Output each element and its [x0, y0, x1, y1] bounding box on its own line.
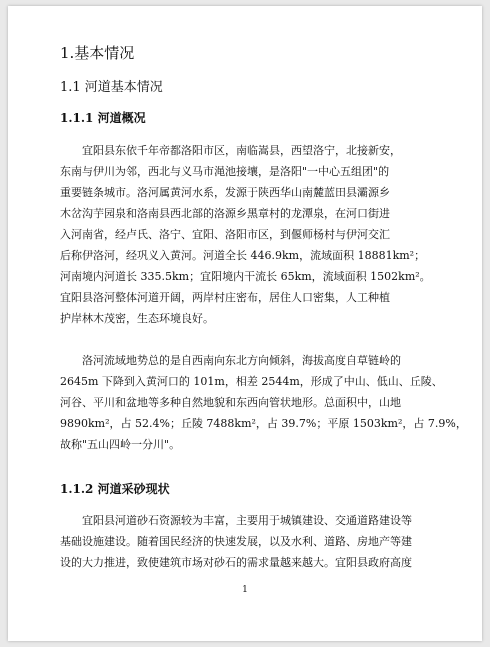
- paragraph-river-overview-2: [60, 350, 467, 455]
- text-line: 基础设施建设。随着国民经济的快速发展，以及水利、道路、房地产等建: [60, 535, 412, 548]
- text-line: 河南境内河道长 335.5km；宜阳境内干流长 65km，流域面积 1502km²。: [60, 270, 431, 283]
- document-page: [8, 6, 482, 641]
- text-line: 故称"五山四岭一分川"。: [60, 438, 181, 451]
- text-line: 2645m 下降到入黄河口的 101m，相差 2544m，形成了中山、低山、丘陵、: [60, 375, 443, 388]
- text-line: 河谷、平川和盆地等多种自然地貌和东西向管状地形。总面积中，山地: [60, 396, 401, 409]
- text-line: 宜阳县东依千年帝都洛阳市区，南临嵩县，西望洛宁，北接新安，: [82, 144, 401, 157]
- text-line: 洛河流域地势总的是自西南向东北方向倾斜，海拔高度自草链岭的: [82, 354, 401, 367]
- text-line: 木岔沟芋园泉和洛南县西北部的洛源乡黑章村的龙潭泉，在河口街进: [60, 207, 390, 220]
- text-line: 设的大力推进，致使建筑市场对砂石的需求量越来越大。宜阳县政府高度: [60, 556, 412, 569]
- text-line: 9890km²，占 52.4%；丘陵 7488km²，占 39.7%；平原 1503km²，占 7.9%，: [60, 417, 467, 430]
- paragraph-sand-mining-1: [60, 510, 430, 573]
- heading-river-basic-situation: 1.1 河道基本情况: [60, 80, 163, 95]
- text-line: 重要链条城市。洛河属黄河水系，发源于陕西华山南麓蓝田县灞源乡: [60, 186, 390, 199]
- text-line: 东南与伊川为邻，西北与义马市渑池接壤，是洛阳"一中心五组团"的: [60, 165, 390, 178]
- heading-sand-mining-status: 1.1.2 河道采砂现状: [60, 482, 170, 496]
- text-line: 后称伊洛河，经巩义入黄河。河道全长 446.9km，流域面积 18881km²；: [60, 249, 426, 262]
- page-number: 1: [242, 585, 248, 595]
- heading-river-overview: 1.1.1 河道概况: [60, 111, 146, 125]
- text-line: 护岸林木茂密，生态环境良好。: [60, 312, 214, 325]
- text-line: 宜阳县洛河整体河道开阔，两岸村庄密布，居住人口密集，人工种植: [60, 291, 390, 304]
- heading-basic-situation: 1.基本情况: [60, 44, 135, 62]
- text-line: 入河南省，经卢氏、洛宁、宜阳、洛阳市区，到偃师杨村与伊河交汇: [60, 228, 390, 241]
- paragraph-river-overview-1: [60, 140, 430, 329]
- text-line: 宜阳县河道砂石资源较为丰富，主要用于城镇建设、交通道路建设等: [82, 514, 412, 527]
